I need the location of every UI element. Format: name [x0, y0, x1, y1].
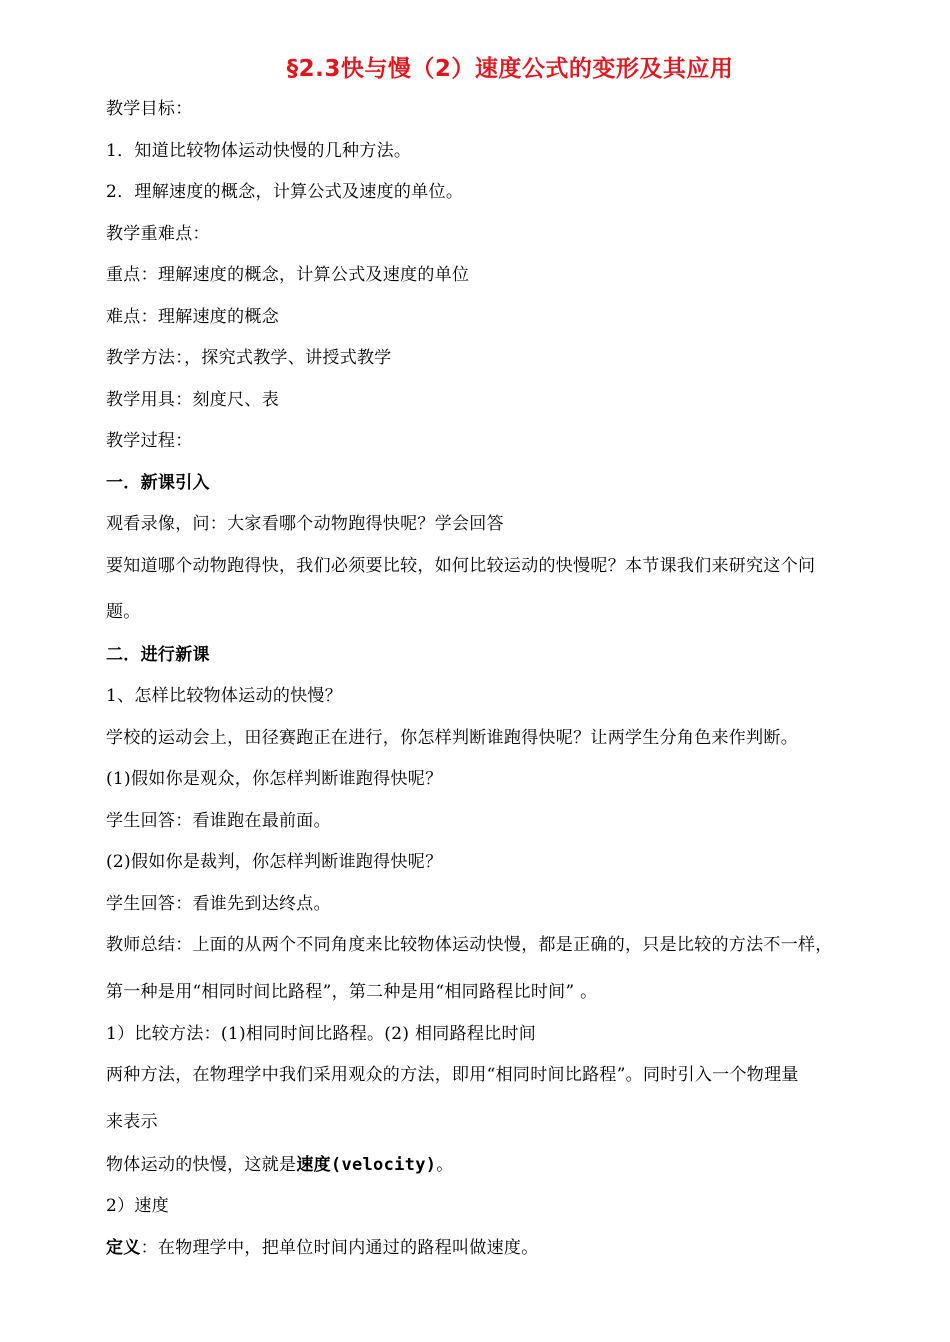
text-line: 学校的运动会上，田径赛跑正在进行，你怎样判断谁跑得快呢？让两学生分角色来作判断。	[106, 728, 798, 748]
term-velocity-english: (velocity)	[330, 1155, 437, 1175]
text-line: 教学过程：	[106, 431, 193, 451]
text-line: 1、怎样比较物体运动的快慢？	[106, 686, 343, 706]
term-velocity: 速度	[296, 1155, 331, 1175]
text-line: 教学用具：刻度尺、表	[106, 390, 279, 410]
text-line	[106, 1237, 906, 1259]
section-heading: 二．进行新课	[106, 645, 210, 665]
text-line: 教师总结：上面的从两个不同角度来比较物体运动快慢，都是正确的，只是比较的方法不一样，	[106, 935, 833, 955]
text-line: 学生回答：看谁跑在最前面。	[106, 811, 331, 831]
text-line: 难点：理解速度的概念	[106, 307, 279, 327]
text-line: 教学目标：	[106, 99, 193, 119]
text-line: (2)假如你是裁判，你怎样判断谁跑得快呢？	[106, 852, 443, 872]
definition-label: 定义	[106, 1238, 141, 1258]
text-line: 教学重难点：	[106, 224, 210, 244]
text-line: 2．理解速度的概念，计算公式及速度的单位。	[106, 182, 464, 202]
text-line: 1）比较方法：(1)相同时间比路程。(2) 相同路程比时间	[106, 1024, 537, 1044]
text-line: 教学方法：，探究式教学、讲授式教学	[106, 348, 392, 368]
section-heading: 一．新课引入	[106, 473, 210, 493]
text-segment: ：在物理学中，把单位时间内通过的路程叫做速度。	[140, 1238, 539, 1258]
text-line: 1．知道比较物体运动快慢的几种方法。	[106, 141, 412, 161]
text-segment: 。	[436, 1155, 454, 1175]
text-line: 题。	[106, 602, 141, 622]
text-line: (1)假如你是观众，你怎样判断谁跑得快呢？	[106, 769, 443, 789]
document-title: §2.3快与慢（2）速度公式的变形及其应用	[286, 56, 734, 82]
text-segment: 物体运动的快慢，这就是	[106, 1155, 297, 1175]
text-line: 第一种是用“相同时间比路程”，第二种是用“相同路程比时间” 。	[106, 982, 598, 1002]
text-line: 重点：理解速度的概念，计算公式及速度的单位	[106, 265, 470, 285]
text-line: 观看录像，问：大家看哪个动物跑得快呢？学会回答	[106, 514, 504, 534]
text-line: 两种方法，在物理学中我们采用观众的方法，即用“相同时间比路程”。同时引入一个物理量	[106, 1065, 799, 1085]
text-line: 要知道哪个动物跑得快，我们必须要比较，如何比较运动的快慢呢？本节课我们来研究这个问	[106, 556, 816, 576]
text-line	[106, 1154, 906, 1176]
text-line: 2）速度	[106, 1196, 170, 1216]
text-line: 来表示	[106, 1112, 158, 1132]
text-line: 学生回答：看谁先到达终点。	[106, 894, 331, 914]
